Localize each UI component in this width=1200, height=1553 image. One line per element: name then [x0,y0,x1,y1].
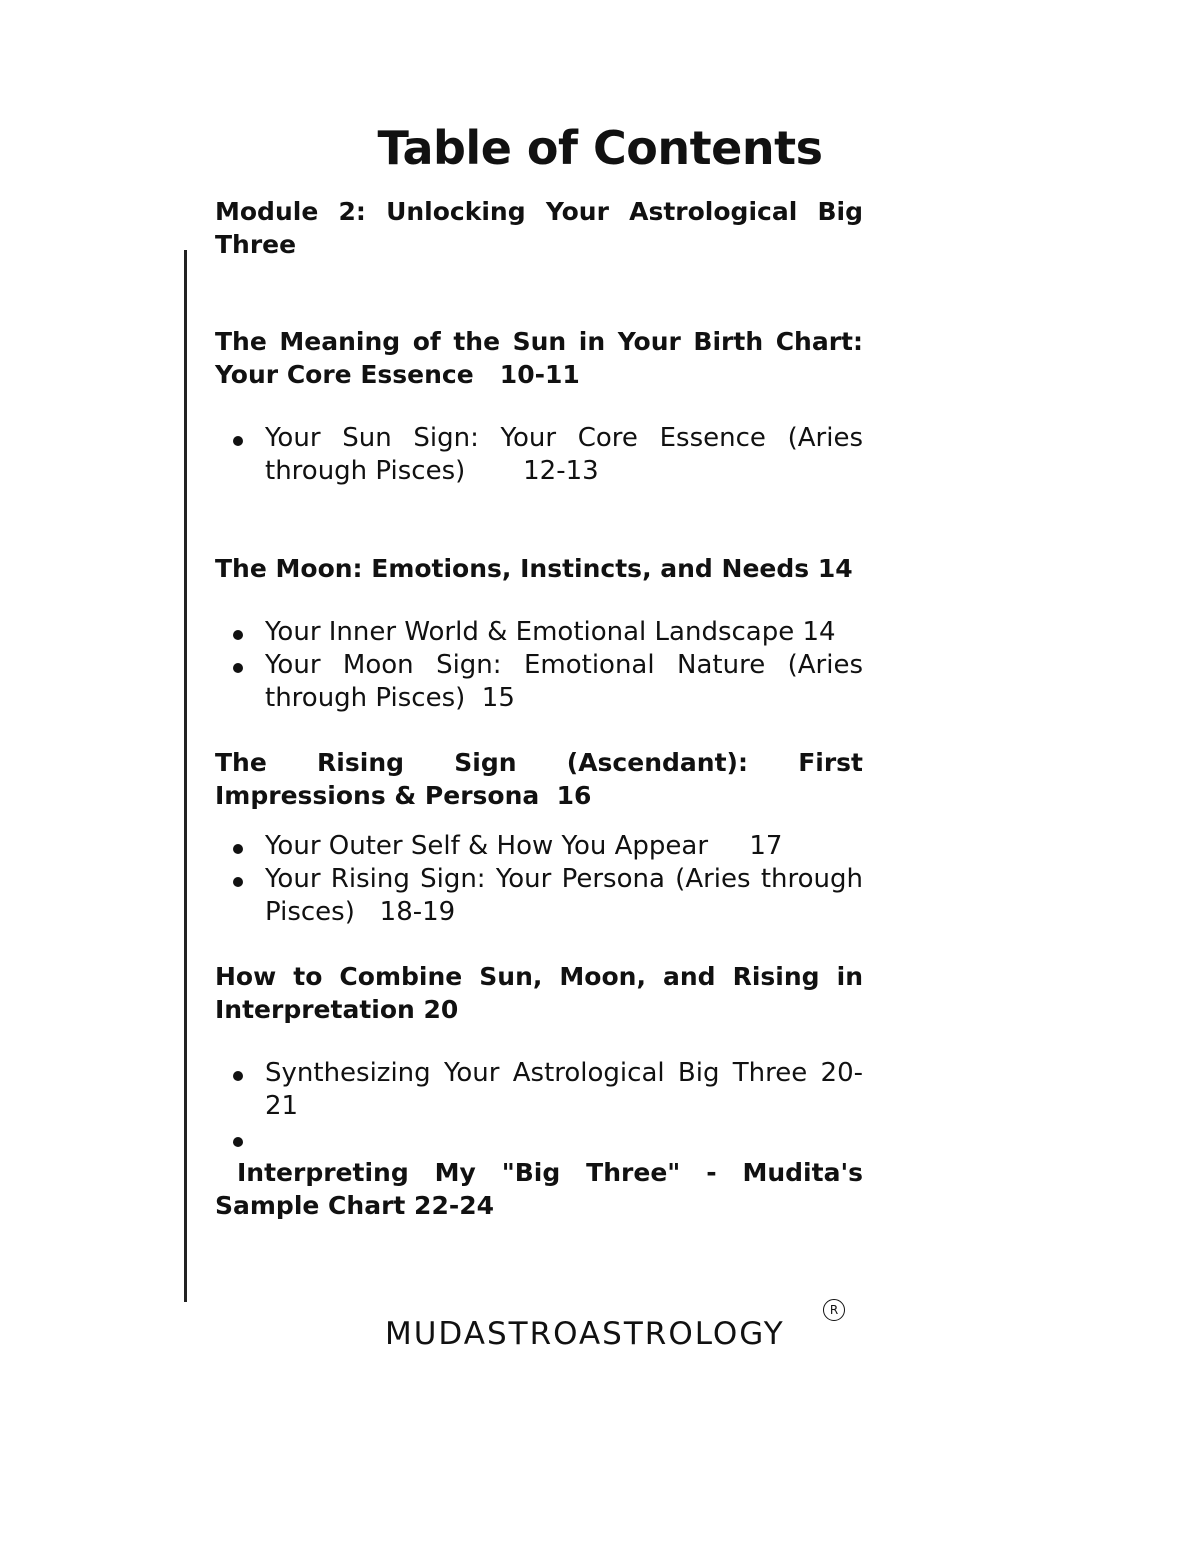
toc-heading-rising: The Rising Sign (Ascendant): First Impressions & Persona 16 [215,748,863,810]
spacer [215,715,863,746]
toc-item-label [265,1124,273,1154]
toc-item-moon-sign [215,649,863,715]
toc-item-label: Your Moon Sign: Emotional Nature (Aries through Pisces) 15 [265,650,863,713]
bullet-icon [233,436,243,446]
toc-item-empty [215,1123,863,1156]
bullet-icon [233,663,243,673]
toc-item-label: Your Rising Sign: Your Persona (Aries through Pisces) 18-19 [265,864,863,927]
spacer [215,585,863,616]
toc-item-label: Synthesizing Your Astrological Big Three 20-21 [265,1058,863,1121]
spacer [215,488,863,552]
logo-text: MUDASTROASTROLOGY [385,1316,785,1352]
toc-item-rising-sign [215,863,863,929]
toc-item-outer-self [215,830,863,863]
toc-heading-moon: The Moon: Emotions, Instincts, and Needs 14 [215,554,853,583]
brand-logo [385,1303,855,1362]
spacer [215,929,863,960]
spacer [215,391,863,422]
spacer [215,1026,863,1057]
toc-content [215,195,863,1222]
bullet-icon [233,630,243,640]
toc-heading-sun: The Meaning of the Sun in Your Birth Chart: Your Core Essence 10-11 [215,327,863,389]
module-heading: Module 2: Unlocking Your Astrological Big Three [215,197,863,259]
toc-heading-combine: How to Combine Sun, Moon, and Rising in Interpretation 20 [215,962,863,1024]
bullet-icon [233,1137,243,1147]
bullet-icon [233,844,243,854]
registered-mark-icon: R [823,1299,845,1321]
toc-heading-sample-chart: Interpreting My "Big Three" - Mudita's Sample Chart 22-24 [215,1158,863,1220]
bullet-icon [233,1071,243,1081]
toc-item-synthesizing [215,1057,863,1123]
toc-item-inner-world [215,616,863,649]
toc-item-label: Your Outer Self & How You Appear 17 [265,831,783,861]
toc-item-label: Your Inner World & Emotional Landscape 14 [265,617,836,647]
spacer [215,261,863,325]
toc-item-sun-sign [215,422,863,488]
toc-item-label: Your Sun Sign: Your Core Essence (Aries through Pisces) 12-13 [265,423,863,486]
bullet-icon [233,877,243,887]
page-title: Table of Contents [377,121,823,175]
vertical-divider [184,250,187,1302]
spacer [215,812,863,830]
